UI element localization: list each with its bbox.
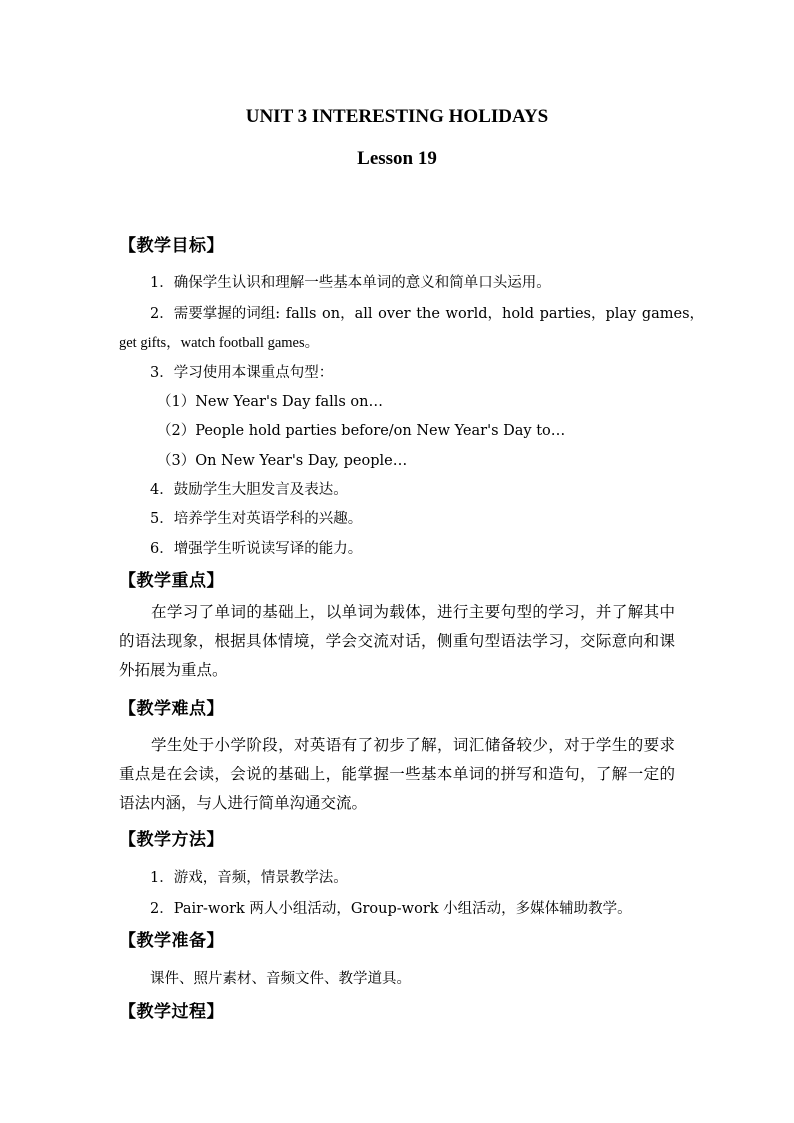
key-points-text: 在学习了单词的基础上，以单词为载体，进行主要句型的学习，并了解其中的语法现象，根据具体情境，学会交流对话，侧重句型语法学习，交际意向和课外拓展为重点。 — [119, 603, 675, 679]
process-heading: 【教学过程】 — [119, 1002, 224, 1022]
preparation-heading: 【教学准备】 — [119, 931, 224, 951]
goal-sentence-3: （3）On New Year's Day, people… — [157, 453, 408, 469]
method-item-2: 2．Pair-work 两人小组活动，Group-work 小组活动，多媒体辅助教学。 — [150, 901, 632, 917]
goal-item-3: 3．学习使用本课重点句型： — [150, 365, 334, 381]
goal-item-5: 5．培养学生对英语学科的兴趣。 — [150, 511, 363, 527]
goal-sentence-1: （1）New Year's Day falls on… — [157, 394, 383, 410]
method-item-1: 1．游戏，音频，情景教学法。 — [150, 870, 348, 886]
goal-item-2-cont: get gifts，watch football games。 — [119, 335, 320, 351]
methods-heading: 【教学方法】 — [119, 830, 224, 850]
goals-heading: 【教学目标】 — [119, 236, 224, 256]
difficulties-text: 学生处于小学阶段，对英语有了初步了解，词汇储备较少，对于学生的要求重点是在会读，会说的基础上，能掌握一些基本单词的拼写和造句，了解一定的语法内涵，与人进行简单沟通交流。 — [119, 736, 675, 812]
goal-sentence-2: （2）People hold parties before/on New Year's Day to… — [157, 423, 566, 439]
lesson-title: Lesson 19 — [357, 148, 437, 169]
unit-title: UNIT 3 INTERESTING HOLIDAYS — [245, 106, 549, 127]
preparation-text: 课件、照片素材、音频文件、教学道具。 — [150, 971, 411, 987]
key-points-heading: 【教学重点】 — [119, 571, 224, 591]
goal-item-2: 2．需要掌握的词组: falls on，all over the world，hold parties，play games， — [150, 306, 705, 322]
difficulties-heading: 【教学难点】 — [119, 699, 224, 719]
goal-item-1: 1．确保学生认识和理解一些基本单词的意义和简单口头运用。 — [150, 275, 551, 291]
goal-item-4: 4．鼓励学生大胆发言及表达。 — [150, 482, 348, 498]
goal-item-6: 6．增强学生听说读写译的能力。 — [150, 541, 363, 557]
